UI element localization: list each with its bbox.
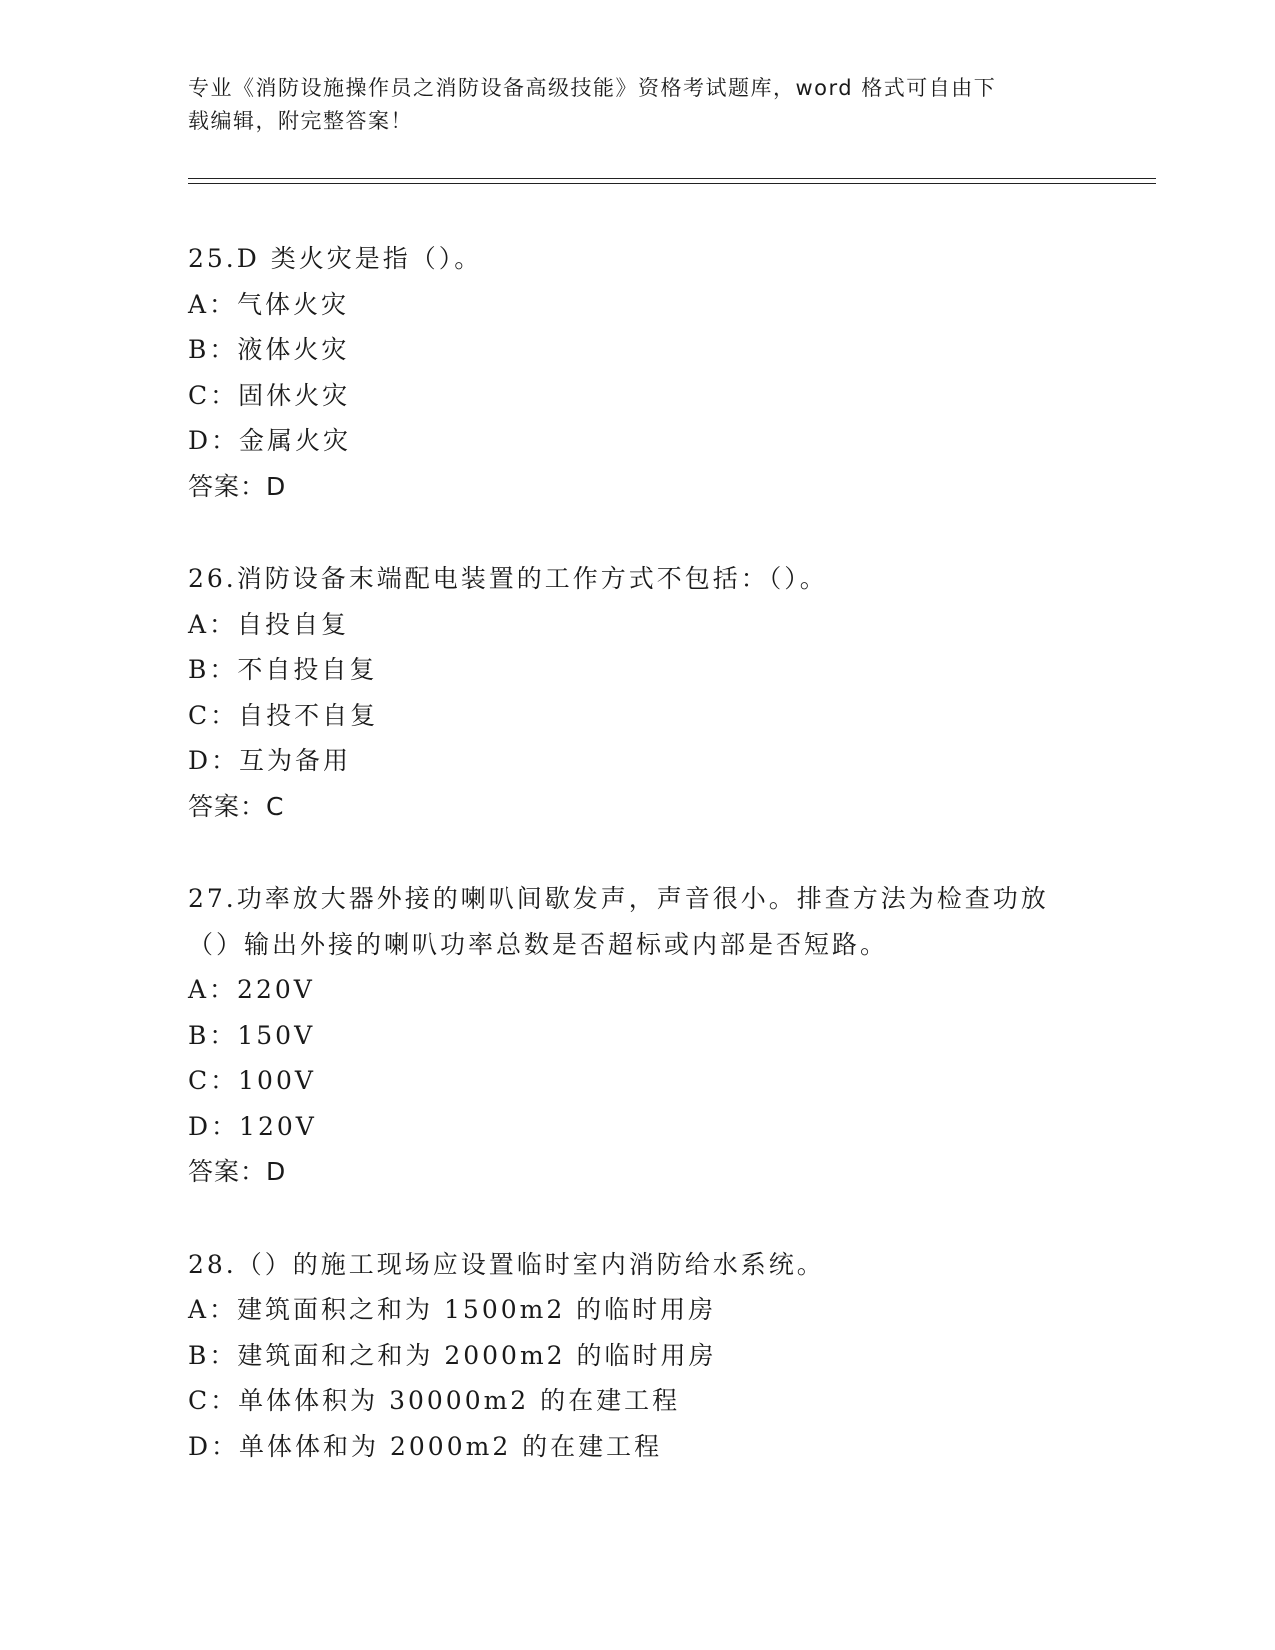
question-26 bbox=[188, 556, 1108, 829]
question-27 bbox=[188, 876, 1108, 1195]
option-c: C：自投不自复 bbox=[188, 700, 379, 730]
question-stem: 28.（）的施工现场应设置临时室内消防给水系统。 bbox=[188, 1249, 825, 1279]
question-28 bbox=[188, 1242, 1108, 1470]
option-d: D：互为备用 bbox=[188, 746, 352, 775]
option-d: D：120V bbox=[188, 1111, 317, 1141]
header-line-2: 载编辑，附完整答案！ bbox=[188, 109, 413, 133]
option-c: C：固休火灾 bbox=[188, 380, 351, 410]
question-25 bbox=[188, 236, 1108, 509]
option-a: A：220V bbox=[188, 975, 315, 1004]
option-b: B：不自投自复 bbox=[188, 655, 378, 684]
option-a: A：气体火灾 bbox=[188, 289, 350, 319]
question-stem: 27.功率放大器外接的喇叭间歇发声，声音很小。排查方法为检查功放 bbox=[188, 884, 1049, 913]
option-b: B：建筑面和之和为 2000m2 的临时用房 bbox=[188, 1340, 717, 1370]
document-header bbox=[188, 72, 1068, 138]
answer: 答案：D bbox=[188, 1157, 287, 1186]
option-a: A：自投自复 bbox=[188, 609, 350, 639]
option-c: C：100V bbox=[188, 1066, 316, 1095]
option-c: C：单体体积为 30000m2 的在建工程 bbox=[188, 1386, 681, 1415]
answer: 答案：C bbox=[188, 791, 285, 821]
header-rule-top bbox=[188, 178, 1156, 179]
option-b: B：液体火灾 bbox=[188, 335, 350, 364]
header-rule-bottom bbox=[188, 183, 1156, 184]
option-b: B：150V bbox=[188, 1020, 316, 1050]
question-list bbox=[188, 236, 1108, 1516]
answer: 答案：D bbox=[188, 471, 287, 501]
option-a: A：建筑面积之和为 1500m2 的临时用房 bbox=[188, 1295, 717, 1324]
option-d: D：金属火灾 bbox=[188, 426, 352, 455]
question-stem: 25.D 类火灾是指（）。 bbox=[188, 244, 483, 273]
option-d: D：单体体和为 2000m2 的在建工程 bbox=[188, 1431, 663, 1461]
question-stem: 26.消防设备末端配电装置的工作方式不包括：（）。 bbox=[188, 564, 828, 593]
question-stem-continued: （）输出外接的喇叭功率总数是否超标或内部是否短路。 bbox=[188, 929, 889, 959]
header-line-1: 专业《消防设施操作员之消防设备高级技能》资格考试题库，word 格式可自由下 bbox=[188, 76, 997, 100]
